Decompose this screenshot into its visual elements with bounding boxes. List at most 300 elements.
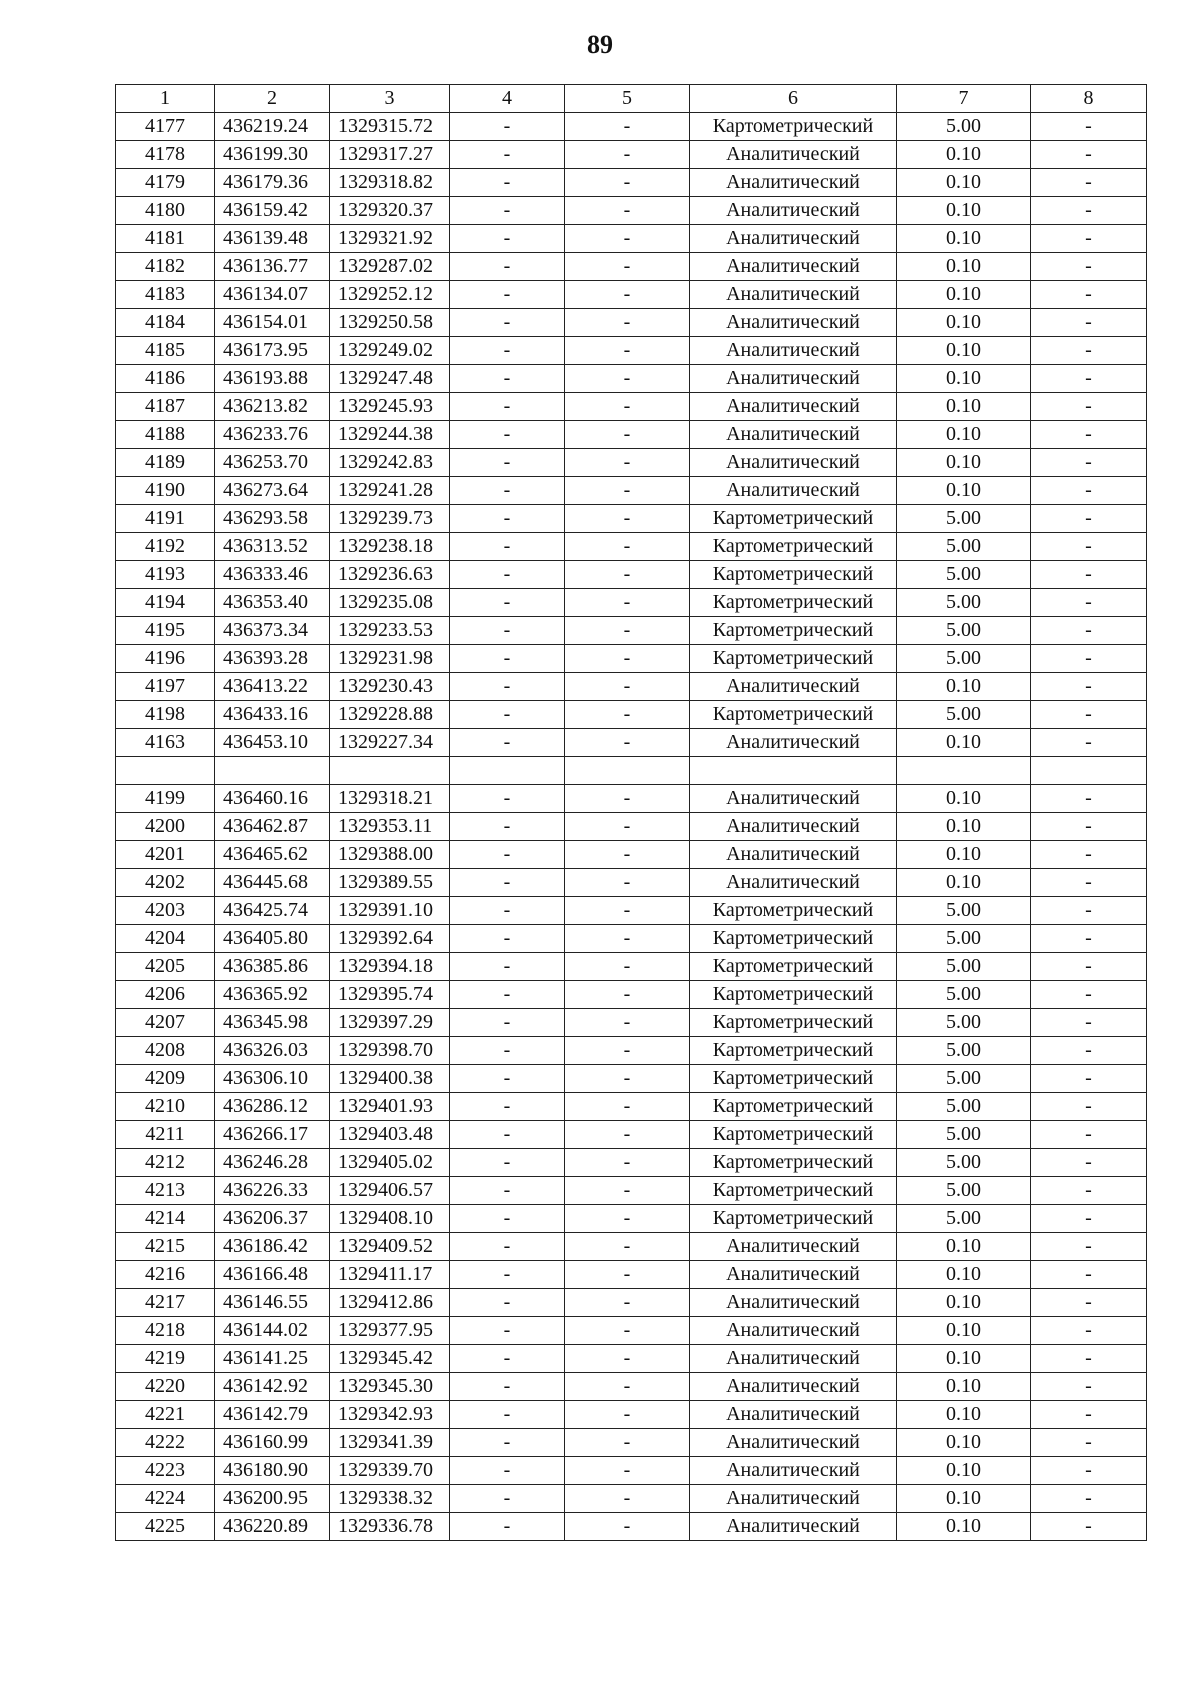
- column-8-cell: -: [1031, 1457, 1147, 1485]
- method-cell: Аналитический: [690, 281, 897, 309]
- accuracy-cell: 0.10: [897, 337, 1031, 365]
- method-cell: Картометрический: [690, 1177, 897, 1205]
- column-5-cell: -: [565, 309, 690, 337]
- y-coordinate-cell: 1329377.95: [330, 1317, 450, 1345]
- x-coordinate-cell: 436220.89: [215, 1513, 330, 1541]
- table-row: [116, 981, 1147, 1009]
- y-coordinate-cell: 1329244.38: [330, 421, 450, 449]
- column-8-cell: -: [1031, 449, 1147, 477]
- column-8-cell: -: [1031, 393, 1147, 421]
- method-cell: Аналитический: [690, 1457, 897, 1485]
- accuracy-cell: 5.00: [897, 561, 1031, 589]
- x-coordinate-cell: 436393.28: [215, 645, 330, 673]
- column-4-cell: -: [450, 421, 565, 449]
- column-8-cell: -: [1031, 813, 1147, 841]
- table-row: [116, 1205, 1147, 1233]
- column-4-cell: -: [450, 365, 565, 393]
- column-4-cell: -: [450, 561, 565, 589]
- y-coordinate-cell: 1329242.83: [330, 449, 450, 477]
- method-cell: Аналитический: [690, 337, 897, 365]
- point-number-cell: 4215: [116, 1233, 215, 1261]
- accuracy-cell: 5.00: [897, 1037, 1031, 1065]
- column-8-cell: -: [1031, 141, 1147, 169]
- column-8-cell: -: [1031, 197, 1147, 225]
- table-row: [116, 225, 1147, 253]
- column-5-cell: -: [565, 1205, 690, 1233]
- point-number-cell: 4222: [116, 1429, 215, 1457]
- column-4-cell: -: [450, 981, 565, 1009]
- x-coordinate-cell: 436141.25: [215, 1345, 330, 1373]
- column-4-cell: -: [450, 673, 565, 701]
- column-4-cell: -: [450, 869, 565, 897]
- column-5-cell: -: [565, 281, 690, 309]
- point-number-cell: 4224: [116, 1485, 215, 1513]
- table-row: [116, 1037, 1147, 1065]
- method-cell: Картометрический: [690, 533, 897, 561]
- point-number-cell: 4210: [116, 1093, 215, 1121]
- method-cell: Аналитический: [690, 477, 897, 505]
- y-coordinate-cell: 1329315.72: [330, 113, 450, 141]
- column-5-cell: -: [565, 813, 690, 841]
- x-coordinate-cell: 436345.98: [215, 1009, 330, 1037]
- column-5-cell: -: [565, 1177, 690, 1205]
- column-8-cell: -: [1031, 505, 1147, 533]
- y-coordinate-cell: 1329406.57: [330, 1177, 450, 1205]
- column-5-cell: -: [565, 1037, 690, 1065]
- column-4-cell: -: [450, 1233, 565, 1261]
- point-number-cell: 4206: [116, 981, 215, 1009]
- x-coordinate-cell: 436453.10: [215, 729, 330, 757]
- column-5-cell: -: [565, 1513, 690, 1541]
- point-number-cell: 4188: [116, 421, 215, 449]
- method-cell: Аналитический: [690, 141, 897, 169]
- x-coordinate-cell: 436142.79: [215, 1401, 330, 1429]
- point-number-cell: 4212: [116, 1149, 215, 1177]
- y-coordinate-cell: 1329394.18: [330, 953, 450, 981]
- x-coordinate-cell: 436159.42: [215, 197, 330, 225]
- point-number-cell: 4211: [116, 1121, 215, 1149]
- table-row: [116, 1289, 1147, 1317]
- method-cell: Аналитический: [690, 729, 897, 757]
- accuracy-cell: 5.00: [897, 1149, 1031, 1177]
- column-8-cell: -: [1031, 169, 1147, 197]
- point-number-cell: [116, 757, 215, 785]
- column-5-cell: -: [565, 869, 690, 897]
- x-coordinate-cell: 436206.37: [215, 1205, 330, 1233]
- table-row: [116, 197, 1147, 225]
- table-row: [116, 1261, 1147, 1289]
- column-8-cell: -: [1031, 1149, 1147, 1177]
- column-8-cell: -: [1031, 1121, 1147, 1149]
- column-4-cell: -: [450, 785, 565, 813]
- point-number-cell: 4190: [116, 477, 215, 505]
- x-coordinate-cell: 436233.76: [215, 421, 330, 449]
- column-8-cell: -: [1031, 1037, 1147, 1065]
- column-4-cell: -: [450, 1009, 565, 1037]
- table-row: [116, 953, 1147, 981]
- column-4-cell: -: [450, 953, 565, 981]
- table-row: [116, 1373, 1147, 1401]
- accuracy-cell: 0.10: [897, 729, 1031, 757]
- column-4-cell: -: [450, 645, 565, 673]
- column-5-cell: -: [565, 925, 690, 953]
- x-coordinate-cell: 436433.16: [215, 701, 330, 729]
- accuracy-cell: 5.00: [897, 1065, 1031, 1093]
- column-8-cell: -: [1031, 645, 1147, 673]
- x-coordinate-cell: 436154.01: [215, 309, 330, 337]
- accuracy-cell: 0.10: [897, 393, 1031, 421]
- y-coordinate-cell: 1329388.00: [330, 841, 450, 869]
- column-5-cell: -: [565, 1289, 690, 1317]
- column-5-cell: -: [565, 365, 690, 393]
- method-cell: Картометрический: [690, 1093, 897, 1121]
- column-5-cell: -: [565, 1121, 690, 1149]
- accuracy-cell: 5.00: [897, 701, 1031, 729]
- x-coordinate-cell: 436246.28: [215, 1149, 330, 1177]
- method-cell: Аналитический: [690, 673, 897, 701]
- x-coordinate-cell: 436213.82: [215, 393, 330, 421]
- point-number-cell: 4213: [116, 1177, 215, 1205]
- y-coordinate-cell: 1329233.53: [330, 617, 450, 645]
- method-cell: Картометрический: [690, 561, 897, 589]
- column-4-cell: -: [450, 309, 565, 337]
- column-4-cell: -: [450, 813, 565, 841]
- column-8-cell: -: [1031, 701, 1147, 729]
- table-row: [116, 113, 1147, 141]
- table-row: [116, 449, 1147, 477]
- column-5-cell: -: [565, 1373, 690, 1401]
- column-4-cell: -: [450, 169, 565, 197]
- column-4-cell: -: [450, 1457, 565, 1485]
- method-cell: Картометрический: [690, 701, 897, 729]
- table-row: [116, 1429, 1147, 1457]
- column-8-cell: -: [1031, 1317, 1147, 1345]
- accuracy-cell: 0.10: [897, 449, 1031, 477]
- column-4-cell: -: [450, 141, 565, 169]
- column-5-cell: -: [565, 449, 690, 477]
- y-coordinate-cell: 1329252.12: [330, 281, 450, 309]
- column-5-cell: -: [565, 477, 690, 505]
- column-5-cell: -: [565, 673, 690, 701]
- x-coordinate-cell: 436373.34: [215, 617, 330, 645]
- table-row: [116, 253, 1147, 281]
- column-5-cell: -: [565, 1401, 690, 1429]
- table-row: [116, 1513, 1147, 1541]
- method-cell: Аналитический: [690, 421, 897, 449]
- column-8-cell: -: [1031, 1177, 1147, 1205]
- column-5-cell: -: [565, 645, 690, 673]
- point-number-cell: 4202: [116, 869, 215, 897]
- method-cell: Аналитический: [690, 1373, 897, 1401]
- x-coordinate-cell: 436462.87: [215, 813, 330, 841]
- x-coordinate-cell: 436385.86: [215, 953, 330, 981]
- point-number-cell: 4193: [116, 561, 215, 589]
- accuracy-cell: 0.10: [897, 169, 1031, 197]
- y-coordinate-cell: 1329318.82: [330, 169, 450, 197]
- table-row: [116, 1093, 1147, 1121]
- column-5-cell: -: [565, 421, 690, 449]
- column-5-cell: -: [565, 561, 690, 589]
- column-5-cell: -: [565, 1233, 690, 1261]
- method-cell: [690, 757, 897, 785]
- method-cell: Аналитический: [690, 841, 897, 869]
- method-cell: Картометрический: [690, 897, 897, 925]
- table-row: [116, 1233, 1147, 1261]
- y-coordinate-cell: [330, 757, 450, 785]
- accuracy-cell: 0.10: [897, 477, 1031, 505]
- column-header: 6: [690, 85, 897, 113]
- point-number-cell: 4185: [116, 337, 215, 365]
- column-8-cell: -: [1031, 925, 1147, 953]
- column-8-cell: -: [1031, 729, 1147, 757]
- column-4-cell: -: [450, 1093, 565, 1121]
- column-5-cell: -: [565, 981, 690, 1009]
- table-row: [116, 1177, 1147, 1205]
- column-5-cell: -: [565, 533, 690, 561]
- y-coordinate-cell: 1329342.93: [330, 1401, 450, 1429]
- column-4-cell: -: [450, 897, 565, 925]
- column-8-cell: -: [1031, 1373, 1147, 1401]
- x-coordinate-cell: 436144.02: [215, 1317, 330, 1345]
- method-cell: Картометрический: [690, 981, 897, 1009]
- y-coordinate-cell: 1329408.10: [330, 1205, 450, 1233]
- column-8-cell: -: [1031, 113, 1147, 141]
- method-cell: Аналитический: [690, 1317, 897, 1345]
- accuracy-cell: 0.10: [897, 785, 1031, 813]
- x-coordinate-cell: 436326.03: [215, 1037, 330, 1065]
- page-number: 89: [587, 30, 613, 59]
- y-coordinate-cell: 1329392.64: [330, 925, 450, 953]
- y-coordinate-cell: 1329245.93: [330, 393, 450, 421]
- table-row: [116, 1345, 1147, 1373]
- point-number-cell: 4191: [116, 505, 215, 533]
- point-number-cell: 4192: [116, 533, 215, 561]
- column-8-cell: -: [1031, 1205, 1147, 1233]
- y-coordinate-cell: 1329403.48: [330, 1121, 450, 1149]
- column-5-cell: -: [565, 617, 690, 645]
- point-number-cell: 4201: [116, 841, 215, 869]
- accuracy-cell: 0.10: [897, 1457, 1031, 1485]
- column-8-cell: -: [1031, 841, 1147, 869]
- table-row: [116, 1065, 1147, 1093]
- y-coordinate-cell: 1329395.74: [330, 981, 450, 1009]
- x-coordinate-cell: 436134.07: [215, 281, 330, 309]
- method-cell: Картометрический: [690, 1149, 897, 1177]
- x-coordinate-cell: 436413.22: [215, 673, 330, 701]
- method-cell: Картометрический: [690, 617, 897, 645]
- method-cell: Аналитический: [690, 1513, 897, 1541]
- column-4-cell: -: [450, 701, 565, 729]
- column-5-cell: -: [565, 225, 690, 253]
- accuracy-cell: 0.10: [897, 1317, 1031, 1345]
- accuracy-cell: 0.10: [897, 309, 1031, 337]
- y-coordinate-cell: 1329345.30: [330, 1373, 450, 1401]
- x-coordinate-cell: 436460.16: [215, 785, 330, 813]
- accuracy-cell: 5.00: [897, 645, 1031, 673]
- point-number-cell: 4225: [116, 1513, 215, 1541]
- y-coordinate-cell: 1329336.78: [330, 1513, 450, 1541]
- method-cell: Аналитический: [690, 785, 897, 813]
- column-8-cell: -: [1031, 365, 1147, 393]
- column-8-cell: -: [1031, 1065, 1147, 1093]
- y-coordinate-cell: 1329230.43: [330, 673, 450, 701]
- column-8-cell: -: [1031, 225, 1147, 253]
- method-cell: Картометрический: [690, 1121, 897, 1149]
- point-number-cell: 4186: [116, 365, 215, 393]
- column-4-cell: -: [450, 589, 565, 617]
- column-5-cell: [565, 757, 690, 785]
- point-number-cell: 4183: [116, 281, 215, 309]
- y-coordinate-cell: 1329397.29: [330, 1009, 450, 1037]
- column-5-cell: -: [565, 1149, 690, 1177]
- column-8-cell: -: [1031, 1401, 1147, 1429]
- method-cell: Картометрический: [690, 953, 897, 981]
- table-row: [116, 589, 1147, 617]
- point-number-cell: 4194: [116, 589, 215, 617]
- accuracy-cell: 5.00: [897, 953, 1031, 981]
- column-4-cell: -: [450, 449, 565, 477]
- column-4-cell: -: [450, 337, 565, 365]
- method-cell: Аналитический: [690, 1401, 897, 1429]
- accuracy-cell: 5.00: [897, 981, 1031, 1009]
- column-5-cell: -: [565, 897, 690, 925]
- column-4-cell: -: [450, 1485, 565, 1513]
- table-row: [116, 533, 1147, 561]
- point-number-cell: 4181: [116, 225, 215, 253]
- column-4-cell: -: [450, 477, 565, 505]
- table-row: [116, 309, 1147, 337]
- column-4-cell: -: [450, 617, 565, 645]
- column-5-cell: -: [565, 197, 690, 225]
- column-5-cell: -: [565, 1457, 690, 1485]
- method-cell: Картометрический: [690, 925, 897, 953]
- accuracy-cell: [897, 757, 1031, 785]
- point-number-cell: 4163: [116, 729, 215, 757]
- point-number-cell: 4198: [116, 701, 215, 729]
- point-number-cell: 4220: [116, 1373, 215, 1401]
- column-8-cell: -: [1031, 1345, 1147, 1373]
- column-header: 7: [897, 85, 1031, 113]
- point-number-cell: 4180: [116, 197, 215, 225]
- table-row: [116, 561, 1147, 589]
- y-coordinate-cell: 1329391.10: [330, 897, 450, 925]
- column-5-cell: -: [565, 1345, 690, 1373]
- y-coordinate-cell: 1329401.93: [330, 1093, 450, 1121]
- x-coordinate-cell: 436365.92: [215, 981, 330, 1009]
- column-4-cell: -: [450, 1261, 565, 1289]
- accuracy-cell: 0.10: [897, 1261, 1031, 1289]
- accuracy-cell: 5.00: [897, 589, 1031, 617]
- column-5-cell: -: [565, 253, 690, 281]
- x-coordinate-cell: 436353.40: [215, 589, 330, 617]
- x-coordinate-cell: 436160.99: [215, 1429, 330, 1457]
- table-row: [116, 1009, 1147, 1037]
- table-row: [116, 729, 1147, 757]
- table-row: [116, 897, 1147, 925]
- column-5-cell: -: [565, 1093, 690, 1121]
- x-coordinate-cell: 436200.95: [215, 1485, 330, 1513]
- x-coordinate-cell: 436139.48: [215, 225, 330, 253]
- table-row: [116, 169, 1147, 197]
- column-8-cell: -: [1031, 617, 1147, 645]
- x-coordinate-cell: 436180.90: [215, 1457, 330, 1485]
- table-row: [116, 477, 1147, 505]
- method-cell: Аналитический: [690, 1261, 897, 1289]
- accuracy-cell: 0.10: [897, 1401, 1031, 1429]
- y-coordinate-cell: 1329353.11: [330, 813, 450, 841]
- y-coordinate-cell: 1329345.42: [330, 1345, 450, 1373]
- column-header: 4: [450, 85, 565, 113]
- table-header-row: [116, 85, 1147, 113]
- y-coordinate-cell: 1329231.98: [330, 645, 450, 673]
- coordinates-table: [115, 84, 1147, 1541]
- method-cell: Аналитический: [690, 225, 897, 253]
- x-coordinate-cell: 436136.77: [215, 253, 330, 281]
- accuracy-cell: 5.00: [897, 617, 1031, 645]
- table-row: [116, 505, 1147, 533]
- point-number-cell: 4216: [116, 1261, 215, 1289]
- table-row: [116, 673, 1147, 701]
- table-row: [116, 1149, 1147, 1177]
- point-number-cell: 4178: [116, 141, 215, 169]
- column-8-cell: -: [1031, 1009, 1147, 1037]
- x-coordinate-cell: 436273.64: [215, 477, 330, 505]
- accuracy-cell: 0.10: [897, 281, 1031, 309]
- column-4-cell: -: [450, 1037, 565, 1065]
- y-coordinate-cell: 1329412.86: [330, 1289, 450, 1317]
- accuracy-cell: 0.10: [897, 1289, 1031, 1317]
- table-row: [116, 701, 1147, 729]
- column-5-cell: -: [565, 505, 690, 533]
- column-8-cell: -: [1031, 533, 1147, 561]
- column-5-cell: -: [565, 1317, 690, 1345]
- column-4-cell: -: [450, 533, 565, 561]
- column-5-cell: -: [565, 169, 690, 197]
- column-8-cell: [1031, 757, 1147, 785]
- accuracy-cell: 5.00: [897, 1093, 1031, 1121]
- point-number-cell: 4177: [116, 113, 215, 141]
- column-8-cell: -: [1031, 1093, 1147, 1121]
- column-4-cell: -: [450, 1205, 565, 1233]
- x-coordinate-cell: 436465.62: [215, 841, 330, 869]
- accuracy-cell: 0.10: [897, 1429, 1031, 1457]
- method-cell: Картометрический: [690, 113, 897, 141]
- column-8-cell: -: [1031, 869, 1147, 897]
- column-5-cell: -: [565, 141, 690, 169]
- accuracy-cell: 5.00: [897, 533, 1031, 561]
- column-8-cell: -: [1031, 1261, 1147, 1289]
- column-4-cell: -: [450, 281, 565, 309]
- point-number-cell: 4223: [116, 1457, 215, 1485]
- y-coordinate-cell: 1329320.37: [330, 197, 450, 225]
- point-number-cell: 4203: [116, 897, 215, 925]
- x-coordinate-cell: 436199.30: [215, 141, 330, 169]
- column-4-cell: -: [450, 1065, 565, 1093]
- y-coordinate-cell: 1329338.32: [330, 1485, 450, 1513]
- accuracy-cell: 0.10: [897, 225, 1031, 253]
- column-5-cell: -: [565, 785, 690, 813]
- column-4-cell: -: [450, 1429, 565, 1457]
- method-cell: Аналитический: [690, 1289, 897, 1317]
- y-coordinate-cell: 1329317.27: [330, 141, 450, 169]
- method-cell: Аналитический: [690, 309, 897, 337]
- point-number-cell: 4179: [116, 169, 215, 197]
- table-row: [116, 645, 1147, 673]
- x-coordinate-cell: 436146.55: [215, 1289, 330, 1317]
- x-coordinate-cell: 436226.33: [215, 1177, 330, 1205]
- column-5-cell: -: [565, 1065, 690, 1093]
- column-header: 1: [116, 85, 215, 113]
